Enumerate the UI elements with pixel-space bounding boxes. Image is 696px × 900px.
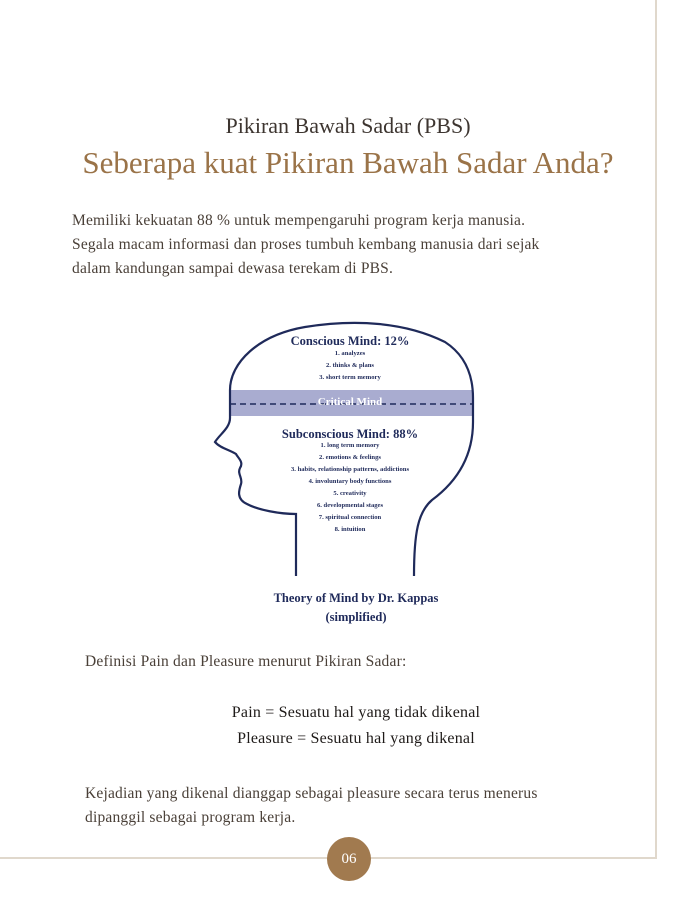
page-subtitle: Pikiran Bawah Sadar (PBS) bbox=[225, 113, 471, 138]
intro-line: dalam kandungan sampai dewasa terekam di PBS. bbox=[72, 260, 394, 277]
page-number-badge: 06 bbox=[327, 837, 371, 881]
list-item: 6. developmental stages bbox=[316, 502, 384, 509]
list-item: 4. involuntary body functions bbox=[308, 478, 392, 485]
subconscious-mind-title: Subconscious Mind: 88% bbox=[281, 427, 419, 441]
closing-paragraph bbox=[85, 782, 625, 830]
list-item: 7. spiritual connection bbox=[318, 514, 382, 521]
list-item: 1. analyzes bbox=[334, 350, 366, 357]
conscious-mind-title: Conscious Mind: 12% bbox=[290, 334, 410, 348]
conscious-list bbox=[260, 348, 440, 384]
intro-line: Memiliki kekuatan 88 % untuk mempengaruhi program kerja manusia. bbox=[72, 212, 526, 229]
page-title: Seberapa kuat Pikiran Bawah Sadar Anda? bbox=[82, 145, 614, 180]
diagram-caption-subtitle: (simplified) bbox=[325, 610, 387, 624]
list-item: 3. short term memory bbox=[319, 374, 381, 381]
list-item: 2. thinks & plans bbox=[325, 362, 374, 369]
diagram-caption-title: Theory of Mind by Dr. Kappas bbox=[273, 591, 439, 605]
list-item: 1. long term memory bbox=[320, 442, 380, 449]
intro-paragraph bbox=[72, 209, 632, 281]
definition-intro: Definisi Pain dan Pleasure menurut Pikiran Sadar: bbox=[85, 653, 407, 670]
closing-line: dipanggil sebagai program kerja. bbox=[85, 809, 296, 826]
mind-diagram bbox=[200, 318, 500, 584]
list-item: 3. habits, relationship patterns, addictions bbox=[290, 466, 410, 473]
subconscious-list bbox=[240, 440, 460, 536]
list-item: 8. intuition bbox=[334, 526, 366, 533]
intro-line: Segala macam informasi dan proses tumbuh kembang manusia dari sejak bbox=[72, 236, 540, 253]
closing-line: Kejadian yang dikenal dianggap sebagai pleasure secara terus menerus bbox=[85, 785, 538, 802]
list-item: 5. creativity bbox=[333, 490, 367, 497]
critical-mind-label: Critical Mind bbox=[317, 396, 383, 408]
pleasure-definition: Pleasure = Sesuatu hal yang dikenal bbox=[237, 730, 475, 747]
pain-definition: Pain = Sesuatu hal yang tidak dikenal bbox=[231, 704, 481, 721]
list-item: 2. emotions & feelings bbox=[319, 454, 381, 461]
